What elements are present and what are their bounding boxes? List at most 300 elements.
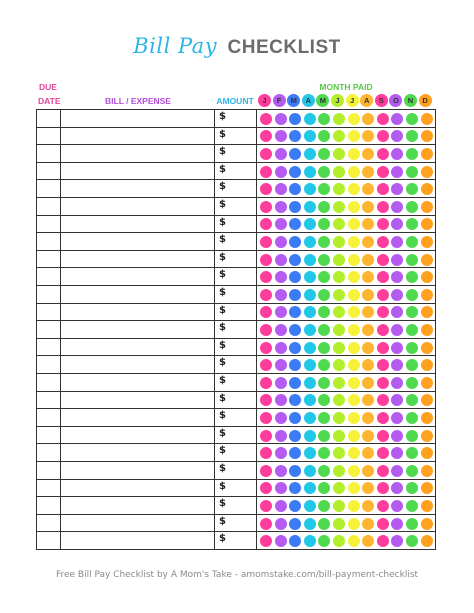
bill-expense-cell[interactable] [61, 480, 215, 497]
bill-expense-cell[interactable] [61, 286, 215, 303]
month-paid-dot[interactable] [304, 306, 316, 318]
month-paid-dot[interactable] [333, 430, 345, 442]
month-paid-dot[interactable] [421, 201, 433, 213]
amount-cell[interactable] [215, 198, 257, 215]
month-paid-dot[interactable] [362, 535, 374, 547]
month-paid-dot[interactable] [318, 148, 330, 160]
bill-expense-cell[interactable] [61, 180, 215, 197]
month-paid-dot[interactable] [421, 218, 433, 230]
month-paid-dot[interactable] [421, 148, 433, 160]
month-paid-dot[interactable] [275, 306, 287, 318]
month-paid-dot[interactable] [260, 148, 272, 160]
month-paid-dot[interactable] [304, 500, 316, 512]
month-paid-dot[interactable] [406, 254, 418, 266]
bill-expense-cell[interactable] [61, 497, 215, 514]
due-date-cell[interactable] [37, 321, 61, 338]
month-paid-dot[interactable] [406, 412, 418, 424]
month-paid-dot[interactable] [406, 518, 418, 530]
month-paid-dot[interactable] [318, 113, 330, 125]
bill-expense-cell[interactable] [61, 198, 215, 215]
month-paid-dot[interactable] [275, 183, 287, 195]
month-paid-dot[interactable] [289, 500, 301, 512]
month-paid-dot[interactable] [275, 518, 287, 530]
month-paid-dot[interactable] [275, 324, 287, 336]
month-paid-dot[interactable] [421, 518, 433, 530]
month-paid-dot[interactable] [333, 289, 345, 301]
month-paid-dot[interactable] [260, 447, 272, 459]
month-paid-dot[interactable] [362, 236, 374, 248]
month-paid-dot[interactable] [333, 535, 345, 547]
due-date-cell[interactable] [37, 497, 61, 514]
month-paid-dot[interactable] [304, 447, 316, 459]
month-paid-dot[interactable] [318, 218, 330, 230]
month-paid-dot[interactable] [289, 465, 301, 477]
month-paid-dot[interactable] [406, 342, 418, 354]
month-paid-dot[interactable] [391, 465, 403, 477]
due-date-cell[interactable] [37, 515, 61, 532]
month-paid-dot[interactable] [406, 394, 418, 406]
month-paid-dot[interactable] [421, 254, 433, 266]
month-paid-dot[interactable] [275, 535, 287, 547]
month-paid-dot[interactable] [304, 394, 316, 406]
month-paid-dot[interactable] [333, 324, 345, 336]
month-paid-dot[interactable] [289, 306, 301, 318]
month-paid-dot[interactable] [406, 482, 418, 494]
month-paid-dot[interactable] [421, 465, 433, 477]
due-date-cell[interactable] [37, 480, 61, 497]
month-paid-dot[interactable] [406, 535, 418, 547]
month-paid-dot[interactable] [348, 306, 360, 318]
month-paid-dot[interactable] [362, 289, 374, 301]
month-paid-dot[interactable] [333, 201, 345, 213]
month-paid-dot[interactable] [391, 166, 403, 178]
month-paid-dot[interactable] [421, 271, 433, 283]
month-paid-dot[interactable] [348, 254, 360, 266]
bill-expense-cell[interactable] [61, 251, 215, 268]
month-paid-dot[interactable] [377, 412, 389, 424]
month-paid-dot[interactable] [406, 148, 418, 160]
month-paid-dot[interactable] [362, 271, 374, 283]
month-paid-dot[interactable] [362, 447, 374, 459]
month-paid-dot[interactable] [289, 535, 301, 547]
month-paid-dot[interactable] [260, 518, 272, 530]
due-date-cell[interactable] [37, 392, 61, 409]
month-paid-dot[interactable] [391, 412, 403, 424]
due-date-cell[interactable] [37, 198, 61, 215]
amount-cell[interactable] [215, 321, 257, 338]
month-paid-dot[interactable] [304, 254, 316, 266]
month-paid-dot[interactable] [260, 342, 272, 354]
month-paid-dot[interactable] [275, 236, 287, 248]
month-paid-dot[interactable] [333, 113, 345, 125]
month-paid-dot[interactable] [362, 518, 374, 530]
month-paid-dot[interactable] [391, 359, 403, 371]
month-paid-dot[interactable] [406, 236, 418, 248]
amount-cell[interactable] [215, 339, 257, 356]
month-paid-dot[interactable] [260, 377, 272, 389]
amount-cell[interactable] [215, 480, 257, 497]
month-paid-dot[interactable] [304, 412, 316, 424]
month-paid-dot[interactable] [362, 201, 374, 213]
month-paid-dot[interactable] [275, 254, 287, 266]
month-paid-dot[interactable] [318, 447, 330, 459]
month-paid-dot[interactable] [348, 412, 360, 424]
month-paid-dot[interactable] [289, 412, 301, 424]
month-paid-dot[interactable] [304, 465, 316, 477]
month-paid-dot[interactable] [260, 236, 272, 248]
month-paid-dot[interactable] [348, 148, 360, 160]
month-paid-dot[interactable] [260, 166, 272, 178]
month-paid-dot[interactable] [318, 465, 330, 477]
month-paid-dot[interactable] [260, 271, 272, 283]
due-date-cell[interactable] [37, 233, 61, 250]
month-paid-dot[interactable] [362, 412, 374, 424]
month-paid-dot[interactable] [333, 130, 345, 142]
month-paid-dot[interactable] [304, 535, 316, 547]
month-paid-dot[interactable] [348, 342, 360, 354]
bill-expense-cell[interactable] [61, 268, 215, 285]
month-paid-dot[interactable] [377, 306, 389, 318]
month-paid-dot[interactable] [275, 289, 287, 301]
month-paid-dot[interactable] [362, 148, 374, 160]
amount-cell[interactable] [215, 356, 257, 373]
month-paid-dot[interactable] [362, 465, 374, 477]
month-paid-dot[interactable] [304, 342, 316, 354]
month-paid-dot[interactable] [304, 271, 316, 283]
amount-cell[interactable] [215, 163, 257, 180]
month-paid-dot[interactable] [391, 430, 403, 442]
month-paid-dot[interactable] [333, 271, 345, 283]
month-paid-dot[interactable] [377, 289, 389, 301]
due-date-cell[interactable] [37, 145, 61, 162]
month-paid-dot[interactable] [333, 359, 345, 371]
bill-expense-cell[interactable] [61, 444, 215, 461]
month-paid-dot[interactable] [318, 430, 330, 442]
amount-cell[interactable] [215, 251, 257, 268]
month-paid-dot[interactable] [318, 482, 330, 494]
month-paid-dot[interactable] [260, 201, 272, 213]
bill-expense-cell[interactable] [61, 462, 215, 479]
month-paid-dot[interactable] [260, 218, 272, 230]
month-paid-dot[interactable] [406, 289, 418, 301]
month-paid-dot[interactable] [362, 359, 374, 371]
month-paid-dot[interactable] [275, 482, 287, 494]
month-paid-dot[interactable] [362, 306, 374, 318]
month-paid-dot[interactable] [318, 342, 330, 354]
month-paid-dot[interactable] [377, 218, 389, 230]
month-paid-dot[interactable] [377, 342, 389, 354]
month-paid-dot[interactable] [348, 183, 360, 195]
month-paid-dot[interactable] [318, 289, 330, 301]
month-paid-dot[interactable] [275, 342, 287, 354]
month-paid-dot[interactable] [421, 377, 433, 389]
month-paid-dot[interactable] [289, 254, 301, 266]
month-paid-dot[interactable] [362, 254, 374, 266]
month-paid-dot[interactable] [275, 201, 287, 213]
month-paid-dot[interactable] [304, 148, 316, 160]
month-paid-dot[interactable] [260, 535, 272, 547]
month-paid-dot[interactable] [421, 535, 433, 547]
month-paid-dot[interactable] [377, 236, 389, 248]
amount-cell[interactable] [215, 268, 257, 285]
month-paid-dot[interactable] [391, 130, 403, 142]
month-paid-dot[interactable] [275, 166, 287, 178]
month-paid-dot[interactable] [406, 271, 418, 283]
month-paid-dot[interactable] [333, 377, 345, 389]
month-paid-dot[interactable] [362, 324, 374, 336]
month-paid-dot[interactable] [391, 306, 403, 318]
month-paid-dot[interactable] [289, 482, 301, 494]
month-paid-dot[interactable] [362, 377, 374, 389]
due-date-cell[interactable] [37, 427, 61, 444]
month-paid-dot[interactable] [406, 218, 418, 230]
month-paid-dot[interactable] [318, 236, 330, 248]
month-paid-dot[interactable] [260, 113, 272, 125]
due-date-cell[interactable] [37, 180, 61, 197]
due-date-cell[interactable] [37, 409, 61, 426]
month-paid-dot[interactable] [333, 166, 345, 178]
month-paid-dot[interactable] [362, 113, 374, 125]
month-paid-dot[interactable] [289, 166, 301, 178]
month-paid-dot[interactable] [348, 271, 360, 283]
month-paid-dot[interactable] [406, 324, 418, 336]
month-paid-dot[interactable] [377, 359, 389, 371]
month-paid-dot[interactable] [406, 465, 418, 477]
due-date-cell[interactable] [37, 532, 61, 550]
bill-expense-cell[interactable] [61, 409, 215, 426]
month-paid-dot[interactable] [362, 166, 374, 178]
month-paid-dot[interactable] [318, 324, 330, 336]
month-paid-dot[interactable] [318, 377, 330, 389]
month-paid-dot[interactable] [377, 166, 389, 178]
month-paid-dot[interactable] [391, 289, 403, 301]
month-paid-dot[interactable] [362, 130, 374, 142]
month-paid-dot[interactable] [333, 500, 345, 512]
month-paid-dot[interactable] [391, 254, 403, 266]
month-paid-dot[interactable] [377, 148, 389, 160]
month-paid-dot[interactable] [260, 130, 272, 142]
due-date-cell[interactable] [37, 339, 61, 356]
month-paid-dot[interactable] [289, 130, 301, 142]
month-paid-dot[interactable] [348, 236, 360, 248]
amount-cell[interactable] [215, 145, 257, 162]
bill-expense-cell[interactable] [61, 216, 215, 233]
amount-cell[interactable] [215, 180, 257, 197]
month-paid-dot[interactable] [377, 518, 389, 530]
month-paid-dot[interactable] [275, 148, 287, 160]
amount-cell[interactable] [215, 427, 257, 444]
month-paid-dot[interactable] [377, 130, 389, 142]
month-paid-dot[interactable] [318, 183, 330, 195]
month-paid-dot[interactable] [348, 289, 360, 301]
bill-expense-cell[interactable] [61, 356, 215, 373]
month-paid-dot[interactable] [260, 500, 272, 512]
month-paid-dot[interactable] [275, 394, 287, 406]
month-paid-dot[interactable] [406, 377, 418, 389]
month-paid-dot[interactable] [377, 254, 389, 266]
bill-expense-cell[interactable] [61, 163, 215, 180]
month-paid-dot[interactable] [275, 447, 287, 459]
month-paid-dot[interactable] [289, 518, 301, 530]
month-paid-dot[interactable] [391, 218, 403, 230]
month-paid-dot[interactable] [421, 183, 433, 195]
month-paid-dot[interactable] [348, 394, 360, 406]
month-paid-dot[interactable] [377, 271, 389, 283]
amount-cell[interactable] [215, 497, 257, 514]
month-paid-dot[interactable] [406, 113, 418, 125]
due-date-cell[interactable] [37, 374, 61, 391]
month-paid-dot[interactable] [377, 201, 389, 213]
month-paid-dot[interactable] [421, 359, 433, 371]
month-paid-dot[interactable] [289, 148, 301, 160]
bill-expense-cell[interactable] [61, 427, 215, 444]
month-paid-dot[interactable] [318, 394, 330, 406]
bill-expense-cell[interactable] [61, 233, 215, 250]
month-paid-dot[interactable] [289, 236, 301, 248]
month-paid-dot[interactable] [318, 500, 330, 512]
month-paid-dot[interactable] [275, 465, 287, 477]
amount-cell[interactable] [215, 392, 257, 409]
due-date-cell[interactable] [37, 304, 61, 321]
amount-cell[interactable] [215, 444, 257, 461]
month-paid-dot[interactable] [377, 430, 389, 442]
month-paid-dot[interactable] [304, 289, 316, 301]
due-date-cell[interactable] [37, 444, 61, 461]
due-date-cell[interactable] [37, 462, 61, 479]
month-paid-dot[interactable] [275, 430, 287, 442]
month-paid-dot[interactable] [304, 324, 316, 336]
month-paid-dot[interactable] [304, 166, 316, 178]
month-paid-dot[interactable] [289, 218, 301, 230]
month-paid-dot[interactable] [348, 430, 360, 442]
month-paid-dot[interactable] [391, 271, 403, 283]
month-paid-dot[interactable] [260, 359, 272, 371]
month-paid-dot[interactable] [304, 518, 316, 530]
month-paid-dot[interactable] [421, 130, 433, 142]
month-paid-dot[interactable] [289, 201, 301, 213]
month-paid-dot[interactable] [391, 201, 403, 213]
month-paid-dot[interactable] [333, 447, 345, 459]
due-date-cell[interactable] [37, 163, 61, 180]
month-paid-dot[interactable] [333, 254, 345, 266]
month-paid-dot[interactable] [260, 412, 272, 424]
month-paid-dot[interactable] [289, 113, 301, 125]
month-paid-dot[interactable] [304, 183, 316, 195]
month-paid-dot[interactable] [318, 535, 330, 547]
month-paid-dot[interactable] [289, 342, 301, 354]
month-paid-dot[interactable] [318, 254, 330, 266]
month-paid-dot[interactable] [318, 518, 330, 530]
month-paid-dot[interactable] [362, 482, 374, 494]
month-paid-dot[interactable] [391, 482, 403, 494]
month-paid-dot[interactable] [421, 500, 433, 512]
month-paid-dot[interactable] [406, 166, 418, 178]
month-paid-dot[interactable] [406, 183, 418, 195]
month-paid-dot[interactable] [333, 218, 345, 230]
bill-expense-cell[interactable] [61, 321, 215, 338]
amount-cell[interactable] [215, 216, 257, 233]
month-paid-dot[interactable] [318, 412, 330, 424]
month-paid-dot[interactable] [421, 447, 433, 459]
month-paid-dot[interactable] [275, 412, 287, 424]
month-paid-dot[interactable] [406, 130, 418, 142]
month-paid-dot[interactable] [348, 535, 360, 547]
month-paid-dot[interactable] [377, 447, 389, 459]
month-paid-dot[interactable] [304, 430, 316, 442]
month-paid-dot[interactable] [421, 166, 433, 178]
month-paid-dot[interactable] [362, 342, 374, 354]
month-paid-dot[interactable] [377, 482, 389, 494]
month-paid-dot[interactable] [362, 430, 374, 442]
month-paid-dot[interactable] [260, 306, 272, 318]
month-paid-dot[interactable] [406, 430, 418, 442]
due-date-cell[interactable] [37, 268, 61, 285]
month-paid-dot[interactable] [275, 377, 287, 389]
month-paid-dot[interactable] [260, 430, 272, 442]
month-paid-dot[interactable] [391, 518, 403, 530]
month-paid-dot[interactable] [421, 394, 433, 406]
month-paid-dot[interactable] [421, 113, 433, 125]
amount-cell[interactable] [215, 233, 257, 250]
month-paid-dot[interactable] [318, 201, 330, 213]
month-paid-dot[interactable] [391, 324, 403, 336]
month-paid-dot[interactable] [348, 130, 360, 142]
month-paid-dot[interactable] [348, 201, 360, 213]
due-date-cell[interactable] [37, 356, 61, 373]
month-paid-dot[interactable] [348, 166, 360, 178]
month-paid-dot[interactable] [348, 482, 360, 494]
month-paid-dot[interactable] [304, 201, 316, 213]
month-paid-dot[interactable] [348, 218, 360, 230]
amount-cell[interactable] [215, 462, 257, 479]
month-paid-dot[interactable] [377, 377, 389, 389]
month-paid-dot[interactable] [260, 254, 272, 266]
month-paid-dot[interactable] [362, 218, 374, 230]
amount-cell[interactable] [215, 128, 257, 145]
month-paid-dot[interactable] [333, 394, 345, 406]
month-paid-dot[interactable] [289, 271, 301, 283]
month-paid-dot[interactable] [391, 342, 403, 354]
amount-cell[interactable] [215, 374, 257, 391]
month-paid-dot[interactable] [421, 306, 433, 318]
month-paid-dot[interactable] [391, 394, 403, 406]
month-paid-dot[interactable] [260, 394, 272, 406]
month-paid-dot[interactable] [304, 236, 316, 248]
month-paid-dot[interactable] [406, 500, 418, 512]
due-date-cell[interactable] [37, 128, 61, 145]
month-paid-dot[interactable] [377, 183, 389, 195]
amount-cell[interactable] [215, 515, 257, 532]
month-paid-dot[interactable] [260, 324, 272, 336]
month-paid-dot[interactable] [333, 518, 345, 530]
month-paid-dot[interactable] [318, 130, 330, 142]
month-paid-dot[interactable] [348, 377, 360, 389]
month-paid-dot[interactable] [421, 289, 433, 301]
month-paid-dot[interactable] [362, 394, 374, 406]
month-paid-dot[interactable] [391, 183, 403, 195]
month-paid-dot[interactable] [333, 412, 345, 424]
month-paid-dot[interactable] [289, 183, 301, 195]
bill-expense-cell[interactable] [61, 145, 215, 162]
month-paid-dot[interactable] [348, 324, 360, 336]
month-paid-dot[interactable] [275, 218, 287, 230]
month-paid-dot[interactable] [406, 306, 418, 318]
month-paid-dot[interactable] [318, 271, 330, 283]
month-paid-dot[interactable] [318, 166, 330, 178]
month-paid-dot[interactable] [304, 377, 316, 389]
month-paid-dot[interactable] [377, 465, 389, 477]
month-paid-dot[interactable] [348, 113, 360, 125]
